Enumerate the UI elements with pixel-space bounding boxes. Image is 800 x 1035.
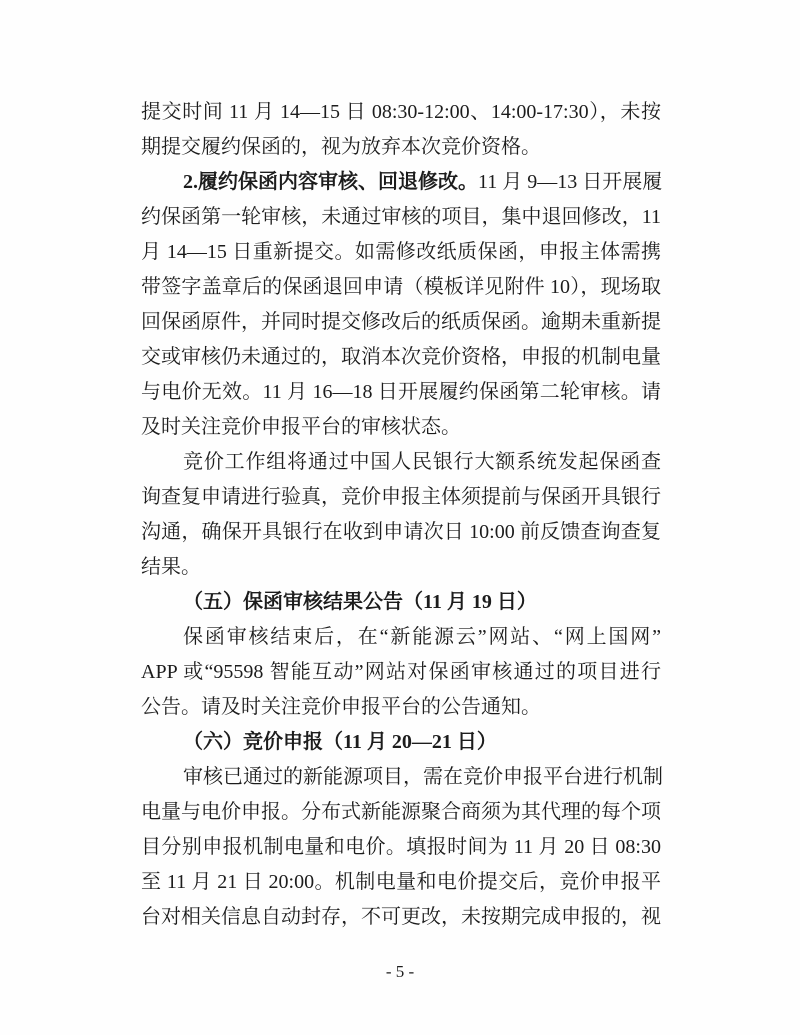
text-line [141, 130, 661, 165]
text-run: 电量与电价申报。分布式新能源聚合商须为其代理的每个项 [141, 801, 661, 823]
text-run: 竞价工作组将通过中国人民银行大额系统发起保函查 [183, 451, 661, 473]
text-line [141, 620, 661, 655]
bold-text-run: （五）保函审核结果公告（11 月 19 日） [183, 591, 537, 613]
text-run: 提交时间 11 月 14—15 日 08:30-12:00、14:00-17:30），未按 [141, 101, 661, 123]
text-run: 目分别申报机制电量和电价。填报时间为 11 月 20 日 08:30 [141, 836, 661, 858]
text-run: 带签字盖章后的保函退回申请（模板详见附件 10），现场取 [141, 276, 661, 298]
text-line [141, 690, 661, 725]
text-line [141, 585, 661, 620]
text-run: 保函审核结束后，在“新能源云”网站、“网上国网” [183, 626, 661, 648]
text-run: 沟通，确保开具银行在收到申请次日 10:00 前反馈查询查复 [141, 521, 661, 543]
text-line [141, 515, 661, 550]
page-footer [0, 962, 800, 982]
text-run: 结果。 [141, 556, 201, 578]
text-line [141, 340, 661, 375]
text-run: 及时关注竞价申报平台的审核状态。 [141, 416, 461, 438]
text-line [141, 95, 661, 130]
text-line [141, 165, 661, 200]
text-run: 审核已通过的新能源项目，需在竞价申报平台进行机制 [183, 766, 663, 788]
text-run: 台对相关信息自动封存，不可更改，未按期完成申报的，视 [141, 906, 661, 928]
text-line [141, 200, 661, 235]
text-line [141, 795, 661, 830]
text-run: 11 月 9—13 日开展履 [478, 171, 663, 193]
text-run: 期提交履约保函的，视为放弃本次竞价资格。 [141, 136, 541, 158]
text-run: 公告。请及时关注竞价申报平台的公告通知。 [141, 696, 541, 718]
text-run: 至 11 月 21 日 20:00。机制电量和电价提交后，竞价申报平 [141, 871, 661, 893]
text-run: 询查复申请进行验真，竞价申报主体须提前与保函开具银行 [141, 486, 661, 508]
text-run: 与电价无效。11 月 16—18 日开展履约保函第二轮审核。请 [141, 381, 661, 403]
text-line [141, 305, 661, 340]
page-number: - 5 - [385, 962, 415, 981]
text-line [141, 725, 661, 760]
bold-text-run: （六）竞价申报（11 月 20—21 日） [183, 731, 497, 753]
text-line [141, 410, 661, 445]
bold-text-run: 2.履约保函内容审核、回退修改。 [183, 171, 478, 193]
text-line [141, 480, 661, 515]
text-run: APP 或“95598 智能互动”网站对保函审核通过的项目进行 [141, 661, 661, 683]
text-line [141, 900, 661, 935]
text-line [141, 655, 661, 690]
text-line [141, 865, 661, 900]
text-run: 月 14—15 日重新提交。如需修改纸质保函，申报主体需携 [141, 241, 661, 263]
text-line [141, 235, 661, 270]
text-run: 回保函原件，并同时提交修改后的纸质保函。逾期未重新提 [141, 311, 661, 333]
document-lines [141, 95, 661, 935]
document-body [141, 95, 661, 935]
text-line [141, 550, 661, 585]
text-run: 交或审核仍未通过的，取消本次竞价资格，申报的机制电量 [141, 346, 661, 368]
text-line [141, 375, 661, 410]
text-line [141, 760, 661, 795]
text-line [141, 445, 661, 480]
text-run: 约保函第一轮审核，未通过审核的项目，集中退回修改，11 [141, 206, 661, 228]
text-line [141, 270, 661, 305]
text-line [141, 830, 661, 865]
